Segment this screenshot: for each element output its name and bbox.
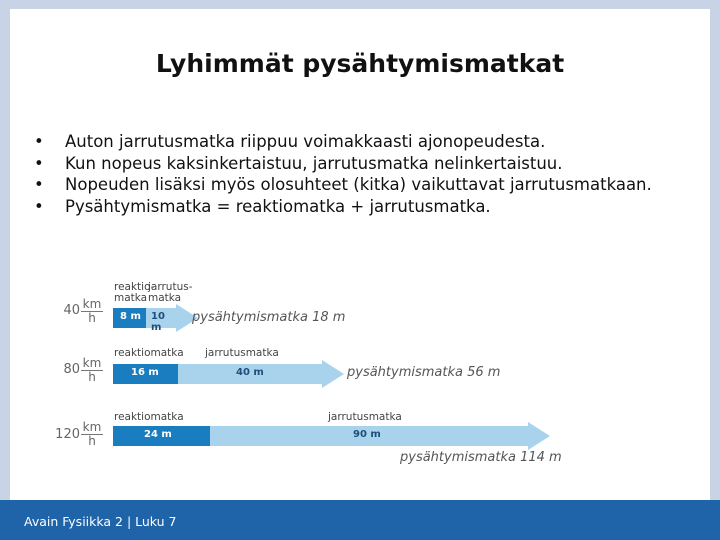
reaction-distance-bar: 8 m (113, 308, 146, 328)
bullet-item: • Auton jarrutusmatka riippuu voimakkaasti ajonopeudesta. (30, 131, 690, 153)
bullet-item: • Pysähtymismatka = reaktiomatka + jarrutusmatka. (30, 196, 690, 218)
speed-unit: km h (82, 356, 102, 384)
reaction-distance-label: reaktiomatka (114, 347, 184, 359)
braking-distance-label: jarrutusmatka (205, 347, 279, 359)
slide (10, 9, 710, 500)
braking-distance-label: jarrutus- matka (148, 281, 193, 304)
slide-title: Lyhimmät pysähtymismatkat (155, 49, 565, 78)
reaction-distance-label: reaktio- matka (114, 281, 155, 304)
arrowhead-icon (528, 422, 550, 450)
braking-distance-bar: 10 m (146, 308, 176, 328)
reaction-distance-bar: 24 m (113, 426, 210, 446)
stopping-distance-total: pysähtymismatka 18 m (192, 310, 346, 325)
stopping-distance-total: pysähtymismatka 114 m (400, 450, 562, 465)
speed-unit: km h (82, 297, 102, 325)
speed-unit: km h (82, 420, 102, 448)
bullet-item: • Nopeuden lisäksi myös olosuhteet (kitka) vaikuttavat jarrutusmatkaan. (30, 174, 690, 196)
stopping-distance-diagram: 40 km h reaktio- matka jarrutus- matka 8 m 10 m pysähtymismatka 18 m 80 km h reaktiomatka jarrutusmatka 16 m 40 m pysähtymismatka 56 m 120 km h reaktiomatka jarrutusmatka 24 m 90 m pysähtymismatka 114 m (55, 281, 562, 465)
braking-distance-bar: 40 m (178, 364, 322, 384)
reaction-distance-bar: 16 m (113, 364, 178, 384)
reaction-distance-label: reaktiomatka (114, 411, 184, 423)
braking-distance-bar: 90 m (210, 426, 528, 446)
stopping-distance-total: pysähtymismatka 56 m (347, 365, 501, 380)
arrowhead-icon (322, 360, 344, 388)
braking-distance-label: jarrutusmatka (328, 411, 402, 423)
footer-text: Avain Fysiikka 2 | Luku 7 (24, 514, 177, 529)
bullet-item: • Kun nopeus kaksinkertaistuu, jarrutusmatka nelinkertaistuu. (30, 153, 690, 175)
